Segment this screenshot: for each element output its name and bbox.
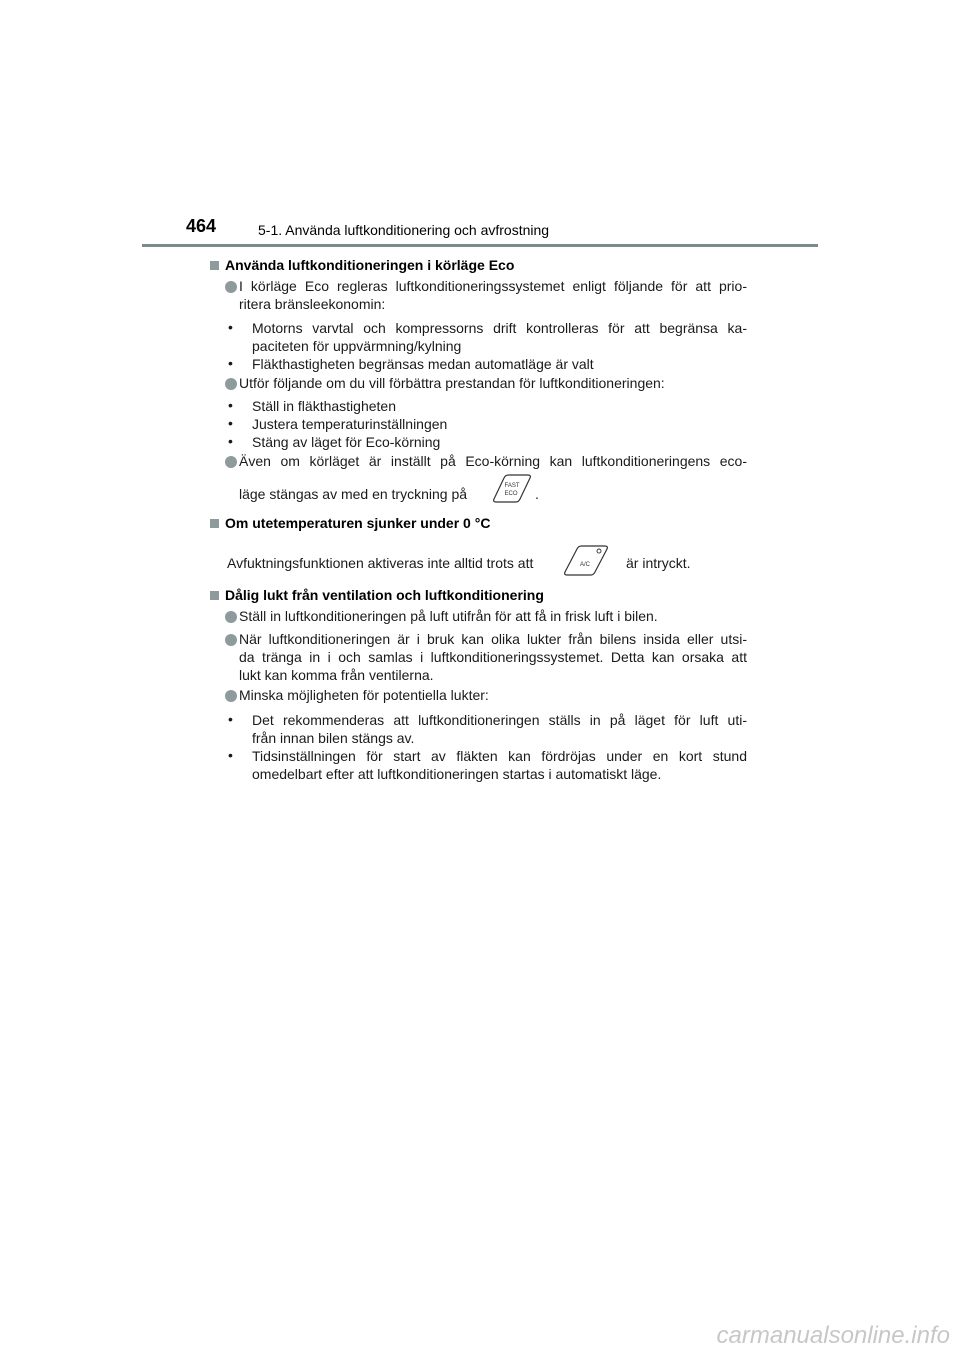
section-heading-temperature: Om utetemperaturen sjunker under 0 °C xyxy=(210,514,490,532)
paragraph-line: da tränga in i och samlas i luftkonditioneringssystemet. Detta kan orsaka att xyxy=(239,649,747,665)
dot-bullet-icon: • xyxy=(228,711,233,727)
square-bullet-icon xyxy=(210,591,219,600)
section-title: 5-1. Använda luftkonditionering och avfrostning xyxy=(258,222,550,238)
list-item-line: Tidsinställningen för start av fläkten kan fördröjas under en kort stund xyxy=(252,748,747,764)
list-item-line: Det rekommenderas att luftkonditioneringen ställs in på läget för luft uti- xyxy=(252,712,747,728)
paragraph-line: läge stängas av med en tryckning på xyxy=(239,486,468,502)
list-item-line: paciteten för uppvärmning/kylning xyxy=(252,338,462,354)
paragraph-line: lukt kan komma från ventilerna. xyxy=(239,667,434,683)
dot-bullet-icon: • xyxy=(228,355,233,371)
section-heading-odor: Dålig lukt från ventilation och luftkonditionering xyxy=(210,586,544,604)
paragraph-line: Avfuktningsfunktionen aktiveras inte alltid trots att xyxy=(227,555,534,571)
paragraph-line: I körläge Eco regleras luftkonditioneringssystemet enligt följande för att prio- xyxy=(239,278,747,294)
fast-eco-button-icon xyxy=(492,474,532,504)
circle-bullet-icon xyxy=(225,281,237,293)
dot-bullet-icon: • xyxy=(228,747,233,763)
list-item-line: från innan bilen stängs av. xyxy=(252,730,415,746)
paragraph-line: Ställ in luftkonditioneringen på luft utifrån för att få in frisk luft i bilen. xyxy=(239,608,658,624)
paragraph-line: ritera bränsleekonomin: xyxy=(239,296,386,312)
svg-text:FAST: FAST xyxy=(504,483,520,489)
paragraph-line: är intryckt. xyxy=(626,555,691,571)
page-number: 464 xyxy=(186,216,217,236)
section-heading-eco: Använda luftkonditioneringen i körläge Eco xyxy=(210,256,514,274)
list-item: Stäng av läget för Eco-körning xyxy=(252,434,441,450)
list-item: Justera temperaturinställningen xyxy=(252,416,448,432)
circle-bullet-icon xyxy=(225,378,237,390)
list-item: Fläkthastigheten begränsas medan automatläge är valt xyxy=(252,356,594,372)
square-bullet-icon xyxy=(210,519,219,528)
watermark: carmanualsonline.info xyxy=(716,1322,950,1349)
dot-bullet-icon: • xyxy=(228,433,233,449)
dot-bullet-icon: • xyxy=(228,415,233,431)
dot-bullet-icon: • xyxy=(228,397,233,413)
svg-text:A/C: A/C xyxy=(579,562,591,568)
circle-bullet-icon xyxy=(225,690,237,702)
page-header xyxy=(0,0,960,250)
header-rule xyxy=(142,244,818,247)
ac-button-icon xyxy=(563,545,609,577)
paragraph-line: När luftkonditioneringen är i bruk kan olika lukter från bilens insida eller utsi- xyxy=(239,631,747,647)
list-item: Ställ in fläkthastigheten xyxy=(252,398,396,414)
paragraph-line: Utför följande om du vill förbättra prestandan för luftkonditioneringen: xyxy=(239,375,665,391)
punctuation: . xyxy=(535,486,539,502)
list-item-line: Motorns varvtal och kompressorns drift kontrolleras för att begränsa ka- xyxy=(252,320,747,336)
list-item-line: omedelbart efter att luftkonditioneringen startas i automatiskt läge. xyxy=(252,766,662,782)
paragraph-line: Även om körläget är inställt på Eco-körning kan luftkonditioneringens eco- xyxy=(239,453,747,469)
circle-bullet-icon xyxy=(225,456,237,468)
dot-bullet-icon: • xyxy=(228,319,233,335)
circle-bullet-icon xyxy=(225,634,237,646)
svg-text:ECO: ECO xyxy=(504,491,518,497)
circle-bullet-icon xyxy=(225,611,237,623)
paragraph-line: Minska möjligheten för potentiella lukter: xyxy=(239,687,489,703)
square-bullet-icon xyxy=(210,261,219,270)
